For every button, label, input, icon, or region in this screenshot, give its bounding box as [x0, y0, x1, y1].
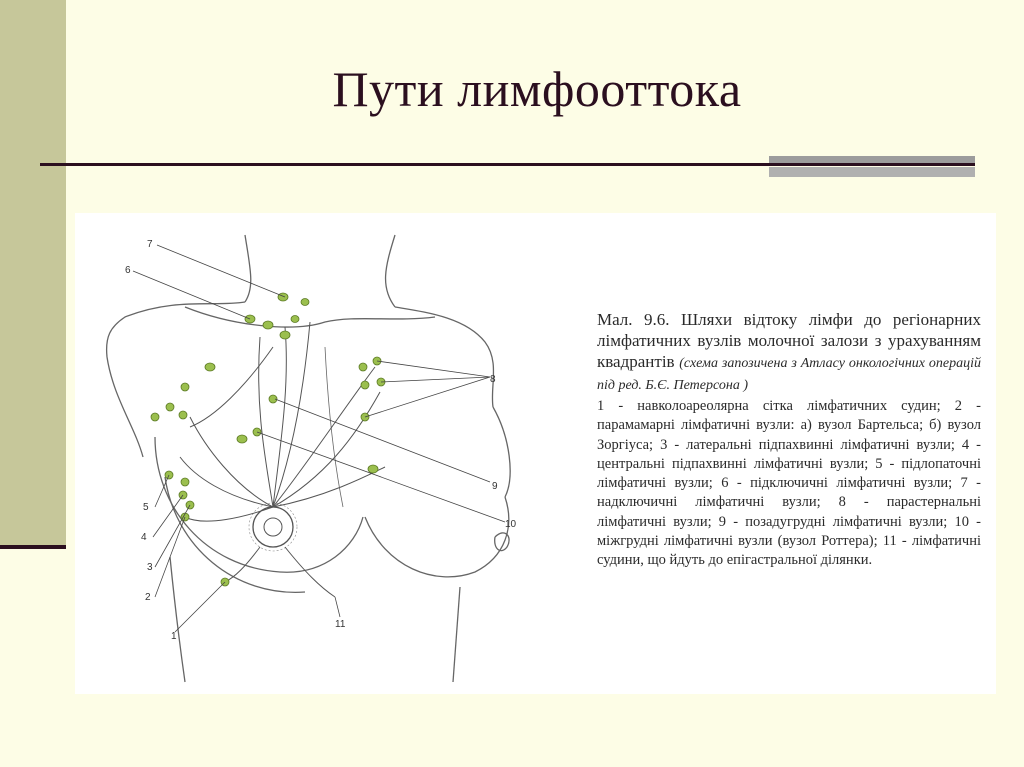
label-11: 11 — [335, 619, 346, 630]
breast-lymph-illustration — [95, 227, 565, 687]
title-rule — [40, 163, 975, 166]
caption-legend: 1 - навколоареолярна сітка лімфатичних судин; 2 - парамамарні лімфатичні вузли: а) вузол Бартельса; б) вузол Зоргіуса; 3 - латеральні підпахвинні лімфатичні вузли; 4 - центральні підпахвинні лімфатичні вузли; 5 - підлопаточні лімфатичні вузли; 6 - підключичні лімфатичні вузли; 7 - надключичні лімфатичні вузли; 8 - парастернальні лімфатичні вузли; 9 - позадугрудні лімфатичні вузли; 10 - міжгрудні лімфатичні вузли (вузол Роттера); 11 - лімфатичні судини, що йдуть до епігастральної ділянки. — [597, 398, 981, 569]
title-rule-accent-lower — [769, 167, 975, 177]
slide-title: Пути лимфооттока — [332, 61, 742, 117]
areola-icon — [249, 503, 297, 551]
title-rule-accent — [769, 156, 975, 163]
caption-source: (схема запозичена з Атласу онкологічних операцій під ред. Б.Є. Петерсона ) — [597, 356, 982, 393]
label-1: 1 — [171, 631, 177, 642]
label-6: 6 — [125, 265, 131, 276]
label-8: 8 — [490, 374, 496, 385]
figure-caption — [597, 309, 981, 571]
label-7: 7 — [147, 239, 153, 250]
label-9: 9 — [492, 481, 498, 492]
label-2: 2 — [145, 592, 151, 603]
label-5: 5 — [143, 502, 149, 513]
label-10: 10 — [505, 519, 517, 530]
label-3: 3 — [147, 562, 153, 573]
label-4: 4 — [141, 532, 147, 543]
left-accent-bar-edge — [0, 545, 66, 549]
caption-heading: Мал. 9.6. Шляхи відтоку лімфи до регіонарних лімфатичних вузлів молочної залози з урахуванням квадрантів — [597, 310, 981, 371]
figure-panel — [75, 213, 996, 694]
